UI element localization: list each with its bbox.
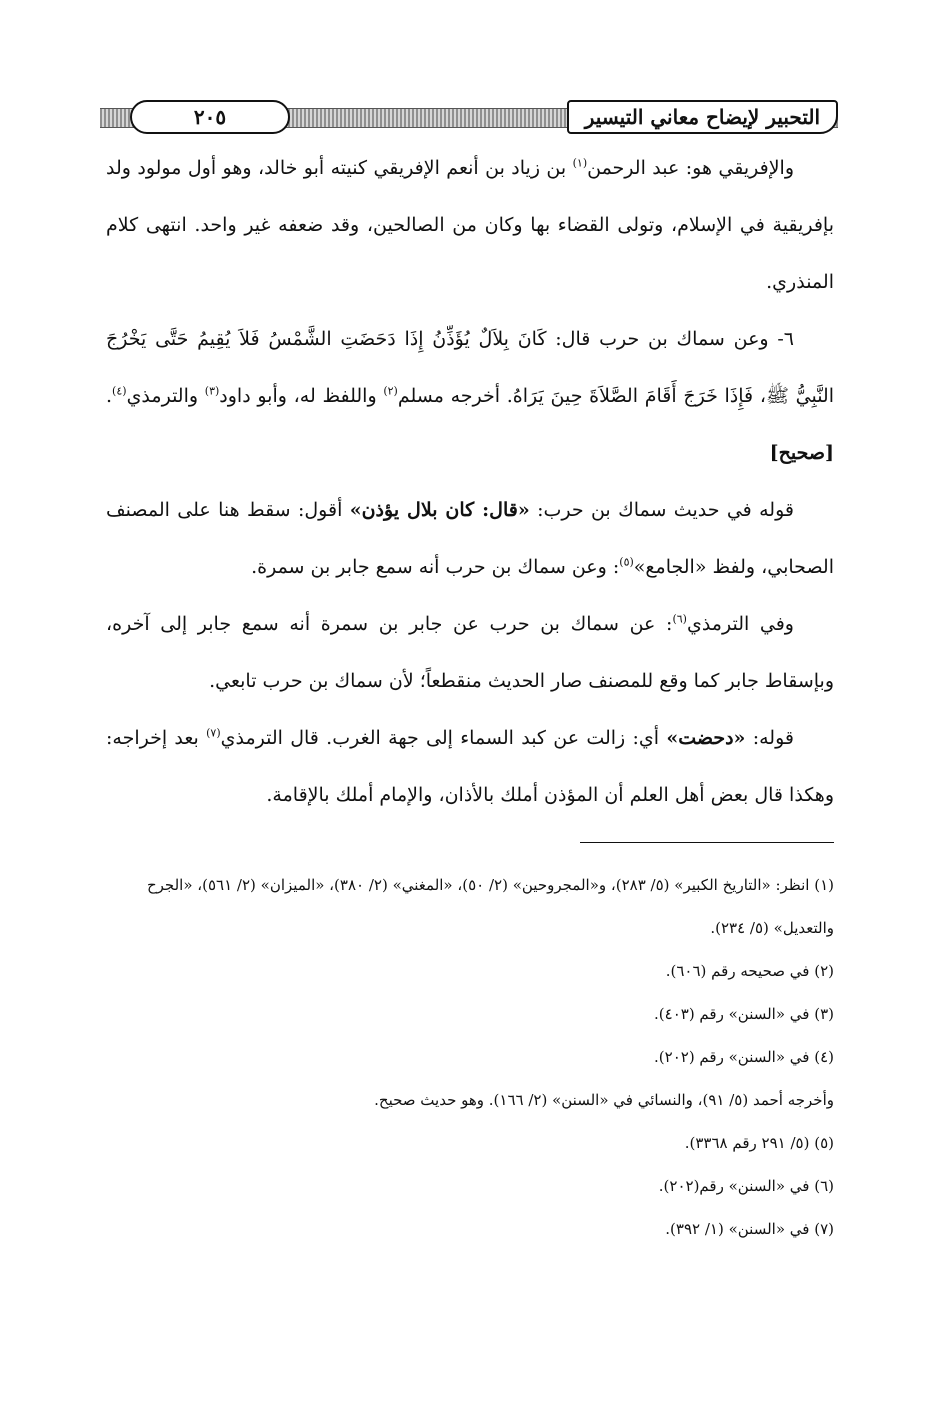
text-run: قوله في حديث سماك بن حرب: — [529, 499, 794, 521]
footnote-4: (٤) في «السنن» رقم (٢٠٢). — [654, 1048, 834, 1066]
footnote-ref-1[interactable]: (١) — [572, 156, 588, 170]
text-run: وفي الترمذي — [686, 613, 794, 635]
hadith-grade: [صحيح] — [769, 442, 834, 464]
footnote-4-continuation: وأخرجه أحمد (٥/ ٩١)، والنسائي في «السنن» (٢/ ١٦٦). وهو حديث صحيح. — [374, 1091, 834, 1109]
text-run: . — [106, 385, 113, 407]
text-run: بعد إخراجه: وهكذا قال بعض أهل العلم أن المؤذن أملك بالأذان، والإمام أملك بالإقامة. — [106, 727, 834, 806]
footnote-ref-7[interactable]: (٧) — [206, 726, 221, 740]
text-run: والترمذي — [126, 385, 205, 407]
footnote-1: (١) انظر: «التاريخ الكبير» (٥/ ٢٨٣)، و«المجروحين» (٢/ ٥٠)، «المغني» (٢/ ٣٨٠)، «الميزان» (٢/ ٥٦١)، «الجرح والتعديل» (٥/ ٢٣٤). — [146, 876, 834, 937]
main-text — [106, 140, 834, 824]
footnote-separator — [580, 842, 834, 843]
running-title: التحبير لإيضاح معاني التيسير — [567, 100, 838, 134]
page-header — [100, 100, 838, 136]
text-run: بن زياد بن أنعم الإفريقي كنيته أبو خالد، وهو أول مولود ولد بإفريقية في الإسلام، وتولى القضاء بها وكان من الصالحين، وقد ضعفه غير واحد. انتهى كلام المنذري. — [106, 157, 834, 293]
quoted-phrase: «قال: كان بلال يؤذن» — [349, 499, 530, 521]
footnote-5: (٥) (٥/ ٢٩١ رقم ٣٣٦٨). — [684, 1134, 834, 1152]
footnote-2: (٢) في صحيحه رقم (٦٠٦). — [665, 962, 834, 980]
footnote-7: (٧) في «السنن» (١/ ٣٩٢). — [665, 1220, 834, 1238]
text-run: : وعن سماك بن حرب أنه سمع جابر بن سمرة. — [251, 556, 620, 578]
footnote-6: (٦) في «السنن» رقم(٢٠٢). — [658, 1177, 834, 1195]
paragraph-1 — [106, 140, 834, 311]
paragraph-3 — [106, 482, 834, 596]
paragraph-4 — [106, 596, 834, 710]
footnote-ref-3[interactable]: (٣) — [204, 384, 220, 398]
footnote-ref-2[interactable]: (٢) — [383, 384, 398, 398]
text-run: والإفريقي هو: عبد الرحمن — [587, 157, 794, 179]
paragraph-5 — [106, 710, 834, 824]
hadith-text: ٦- وعن سماك بن حرب قال: كَانَ بِلاَلٌ يُؤَذِّنُ إِذَا دَحَضَتِ الشَّمْسُ فَلاَ يُقِيمُ حَتَّى يَخْرُجَ النَّبِيُّ ﷺ، فَإِذَا خَرَجَ أَقَامَ الصَّلاَةَ حِينَ يَرَاهُ. أخرجه مسلم — [106, 328, 834, 407]
text-run: قوله: — [745, 727, 794, 749]
text-run: واللفظ له، وأبو داود — [219, 385, 384, 407]
text-run: أقول: سقط هنا على المصنف الصحابي، ولفظ «الجامع» — [106, 499, 834, 578]
text-run: أي: زالت عن كبد السماء إلى جهة الغرب. قال الترمذي — [220, 727, 667, 749]
page-number: ٢٠٥ — [130, 100, 290, 134]
quoted-phrase: «دحضت» — [666, 727, 746, 749]
footnotes — [106, 864, 834, 1251]
footnote-3: (٣) في «السنن» رقم (٤٠٣). — [654, 1005, 834, 1023]
footnote-ref-5[interactable]: (٥) — [619, 555, 634, 569]
paragraph-hadith-6 — [106, 311, 834, 482]
text-run: : عن سماك بن حرب عن جابر بن سمرة أنه سمع جابر إلى آخره، وبإسقاط جابر كما وقع للمصنف صار الحديث منقطعاً؛ لأن سماك بن حرب تابعي. — [106, 613, 834, 692]
footnote-ref-6[interactable]: (٦) — [672, 612, 687, 626]
footnote-ref-4[interactable]: (٤) — [112, 384, 127, 398]
